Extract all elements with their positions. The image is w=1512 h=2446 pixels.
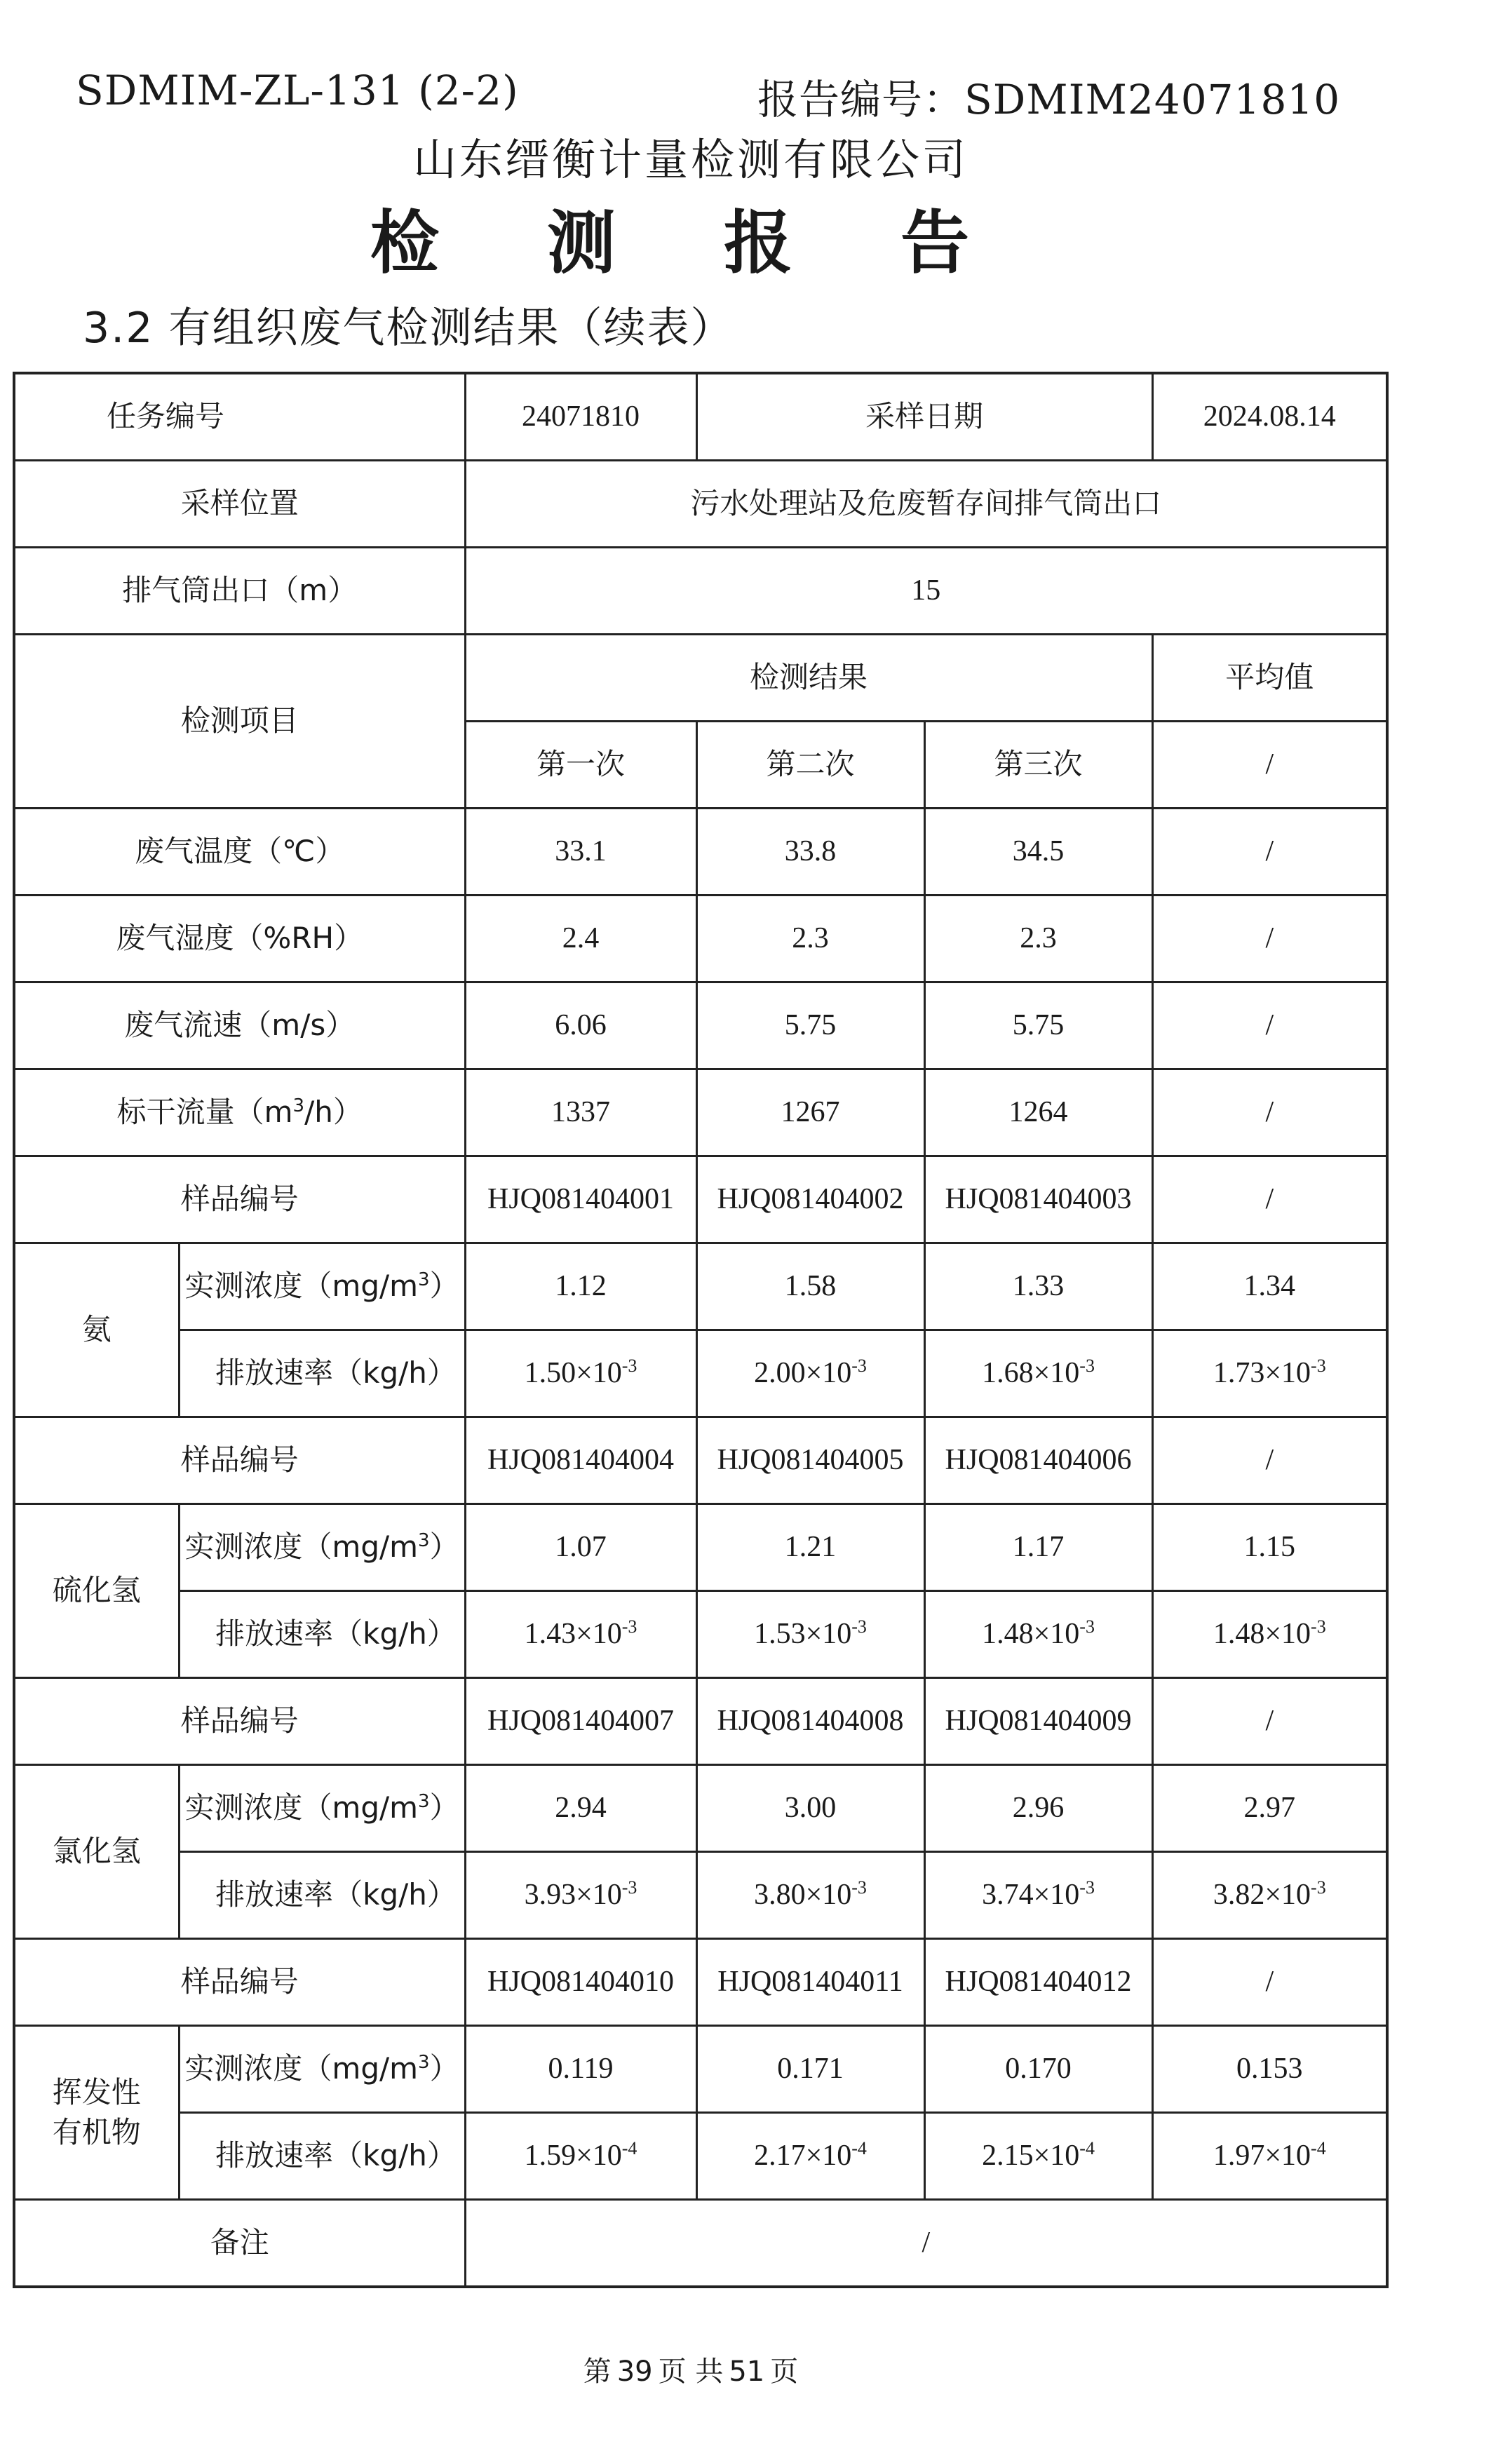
rate-label: 排放速率（kg/h） bbox=[179, 1591, 465, 1678]
param-value: 2.3 bbox=[924, 896, 1152, 982]
conc-value: 1.58 bbox=[696, 1243, 924, 1330]
param-row-flow bbox=[14, 1069, 1387, 1156]
rate-exponent: -3 bbox=[621, 1877, 637, 1898]
remark-row bbox=[14, 2200, 1387, 2288]
rate-label: 排放速率（kg/h） bbox=[179, 1330, 465, 1417]
conc-row bbox=[14, 1504, 1387, 1591]
sample-avg: / bbox=[1152, 1417, 1387, 1504]
rate-avg bbox=[1152, 2113, 1387, 2200]
rate-exponent: -4 bbox=[1311, 2138, 1326, 2159]
sample-no: HJQ081404003 bbox=[924, 1156, 1152, 1243]
avg-slash: / bbox=[1152, 722, 1387, 809]
rate-mantissa: 2.00×10 bbox=[754, 1357, 852, 1390]
task-no-value: 24071810 bbox=[465, 373, 696, 461]
param-label: 废气温度（℃） bbox=[14, 809, 465, 896]
param-label: 废气流速（m/s） bbox=[14, 982, 465, 1069]
outlet-label: 排气筒出口（m） bbox=[14, 548, 465, 635]
param-avg: / bbox=[1152, 896, 1387, 982]
header-row-1 bbox=[14, 635, 1387, 722]
conc-label-pre: 实测浓度（mg/m bbox=[184, 1529, 419, 1565]
conc-label-post: ） bbox=[429, 1269, 459, 1304]
run-2-label: 第二次 bbox=[696, 722, 924, 809]
sample-no: HJQ081404010 bbox=[465, 1939, 696, 2026]
rate-label: 排放速率（kg/h） bbox=[179, 2113, 465, 2200]
sample-no: HJQ081404012 bbox=[924, 1939, 1152, 2026]
param-value: 5.75 bbox=[924, 982, 1152, 1069]
flow-label-pre: 标干流量（m bbox=[116, 1095, 293, 1130]
rate-value bbox=[465, 1591, 696, 1678]
rate-mantissa: 3.74×10 bbox=[982, 1879, 1080, 1912]
conc-value: 0.171 bbox=[696, 2026, 924, 2113]
flow-label-post: /h） bbox=[304, 1095, 363, 1130]
outlet-value: 15 bbox=[465, 548, 1387, 635]
rate-exponent: -3 bbox=[1311, 1616, 1326, 1637]
footer-page: 39 bbox=[616, 2356, 653, 2388]
avg-label: 平均值 bbox=[1152, 635, 1387, 722]
param-value: 33.8 bbox=[696, 809, 924, 896]
rate-row bbox=[14, 1591, 1387, 1678]
pollutant-name: 氨 bbox=[14, 1243, 179, 1417]
conc-label-sup: 3 bbox=[418, 2052, 430, 2074]
pollutant-name: 硫化氢 bbox=[14, 1504, 179, 1678]
rate-mantissa: 3.82×10 bbox=[1213, 1879, 1311, 1912]
rate-exponent: -3 bbox=[621, 1616, 637, 1637]
conc-label-post: ） bbox=[429, 1529, 459, 1565]
conc-avg: 0.153 bbox=[1152, 2026, 1387, 2113]
rate-mantissa: 2.15×10 bbox=[982, 2140, 1080, 2173]
flow-avg: / bbox=[1152, 1069, 1387, 1156]
conc-label-post: ） bbox=[429, 1790, 459, 1825]
rate-mantissa: 3.93×10 bbox=[524, 1879, 622, 1912]
remark-value: / bbox=[465, 2200, 1387, 2288]
conc-value: 3.00 bbox=[696, 1765, 924, 1852]
location-value: 污水处理站及危废暂存间排气筒出口 bbox=[465, 461, 1387, 548]
param-value: 2.4 bbox=[465, 896, 696, 982]
sample-no-label: 样品编号 bbox=[14, 1417, 465, 1504]
rate-exponent: -4 bbox=[1079, 2138, 1095, 2159]
sample-no: HJQ081404001 bbox=[465, 1156, 696, 1243]
task-row bbox=[14, 373, 1387, 461]
rate-exponent: -3 bbox=[851, 1616, 867, 1637]
conc-value: 2.96 bbox=[924, 1765, 1152, 1852]
report-number-label: 报告编号： bbox=[757, 76, 965, 123]
param-row-temperature bbox=[14, 809, 1387, 896]
conc-label-sup: 3 bbox=[418, 1791, 430, 1813]
page-footer bbox=[0, 2349, 1382, 2389]
param-value: 6.06 bbox=[465, 982, 696, 1069]
conc-value: 2.94 bbox=[465, 1765, 696, 1852]
conc-row bbox=[14, 2026, 1387, 2113]
conc-label bbox=[179, 1243, 465, 1330]
conc-value: 1.21 bbox=[696, 1504, 924, 1591]
param-label: 废气湿度（%RH） bbox=[14, 896, 465, 982]
rate-value bbox=[924, 1330, 1152, 1417]
rate-row bbox=[14, 1330, 1387, 1417]
param-value: 33.1 bbox=[465, 809, 696, 896]
sample-row bbox=[14, 1678, 1387, 1765]
conc-label bbox=[179, 1765, 465, 1852]
sample-avg: / bbox=[1152, 1939, 1387, 2026]
rate-exponent: -3 bbox=[851, 1356, 867, 1377]
rate-row bbox=[14, 2113, 1387, 2200]
conc-label bbox=[179, 2026, 465, 2113]
sample-no: HJQ081404011 bbox=[696, 1939, 924, 2026]
conc-value: 1.17 bbox=[924, 1504, 1152, 1591]
rate-mantissa: 3.80×10 bbox=[754, 1879, 852, 1912]
rate-mantissa: 1.73×10 bbox=[1213, 1357, 1311, 1390]
rate-mantissa: 1.68×10 bbox=[982, 1357, 1080, 1390]
conc-value: 1.12 bbox=[465, 1243, 696, 1330]
result-label: 检测结果 bbox=[465, 635, 1152, 722]
task-no-label: 任务编号 bbox=[14, 373, 465, 461]
remark-label: 备注 bbox=[14, 2200, 465, 2288]
rate-avg bbox=[1152, 1852, 1387, 1939]
rate-exponent: -3 bbox=[1311, 1356, 1326, 1377]
sample-no: HJQ081404008 bbox=[696, 1678, 924, 1765]
rate-exponent: -3 bbox=[1079, 1356, 1095, 1377]
run-1-label: 第一次 bbox=[465, 722, 696, 809]
rate-mantissa: 1.59×10 bbox=[524, 2140, 622, 2173]
conc-value: 1.07 bbox=[465, 1504, 696, 1591]
conc-label-sup: 3 bbox=[418, 1530, 430, 1552]
rate-value bbox=[696, 1591, 924, 1678]
sampling-date-value: 2024.08.14 bbox=[1152, 373, 1387, 461]
flow-value: 1337 bbox=[465, 1069, 696, 1156]
rate-exponent: -3 bbox=[621, 1356, 637, 1377]
conc-label-pre: 实测浓度（mg/m bbox=[184, 1790, 419, 1825]
sample-avg: / bbox=[1152, 1156, 1387, 1243]
sample-row bbox=[14, 1156, 1387, 1243]
rate-mantissa: 1.53×10 bbox=[754, 1618, 852, 1651]
pollutant-name bbox=[14, 2026, 179, 2200]
flow-value: 1264 bbox=[924, 1069, 1152, 1156]
flow-label bbox=[14, 1069, 465, 1156]
sample-no: HJQ081404006 bbox=[924, 1417, 1152, 1504]
rate-mantissa: 1.97×10 bbox=[1213, 2140, 1311, 2173]
pollutant-name-line: 挥发性 bbox=[52, 2074, 141, 2109]
conc-label-post: ） bbox=[429, 2051, 459, 2086]
rate-exponent: -4 bbox=[851, 2138, 867, 2159]
param-avg: / bbox=[1152, 982, 1387, 1069]
report-number-value: SDMIM24071810 bbox=[964, 76, 1341, 123]
document-code: SDMIM-ZL-131 (2-2) bbox=[76, 67, 519, 114]
param-row-velocity bbox=[14, 982, 1387, 1069]
conc-row bbox=[14, 1765, 1387, 1852]
rate-exponent: -3 bbox=[1079, 1877, 1095, 1898]
rate-avg bbox=[1152, 1591, 1387, 1678]
pollutant-name-line: 有机物 bbox=[52, 2114, 141, 2149]
rate-value bbox=[924, 2113, 1152, 2200]
rate-label: 排放速率（kg/h） bbox=[179, 1852, 465, 1939]
conc-value: 1.33 bbox=[924, 1243, 1152, 1330]
run-3-label: 第三次 bbox=[924, 722, 1152, 809]
param-value: 5.75 bbox=[696, 982, 924, 1069]
param-row-humidity bbox=[14, 896, 1387, 982]
rate-exponent: -4 bbox=[621, 2138, 637, 2159]
rate-exponent: -3 bbox=[851, 1877, 867, 1898]
conc-label-pre: 实测浓度（mg/m bbox=[184, 2051, 419, 2086]
footer-mid: 页 共 bbox=[658, 2356, 724, 2388]
rate-exponent: -3 bbox=[1311, 1877, 1326, 1898]
conc-label-pre: 实测浓度（mg/m bbox=[184, 1269, 419, 1304]
rate-avg bbox=[1152, 1330, 1387, 1417]
sample-no: HJQ081404002 bbox=[696, 1156, 924, 1243]
rate-mantissa: 1.50×10 bbox=[524, 1357, 622, 1390]
param-value: 2.3 bbox=[696, 896, 924, 982]
sample-no-label: 样品编号 bbox=[14, 1939, 465, 2026]
sample-no: HJQ081404004 bbox=[465, 1417, 696, 1504]
location-row bbox=[14, 461, 1387, 548]
rate-mantissa: 1.48×10 bbox=[982, 1618, 1080, 1651]
flow-value: 1267 bbox=[696, 1069, 924, 1156]
rate-value bbox=[696, 1330, 924, 1417]
sample-no-label: 样品编号 bbox=[14, 1678, 465, 1765]
rate-value bbox=[696, 1852, 924, 1939]
flow-label-sup: 3 bbox=[292, 1095, 305, 1117]
conc-avg: 1.15 bbox=[1152, 1504, 1387, 1591]
rate-value bbox=[465, 1330, 696, 1417]
conc-avg: 2.97 bbox=[1152, 1765, 1387, 1852]
pollutant-name: 氯化氢 bbox=[14, 1765, 179, 1939]
rate-value bbox=[924, 1852, 1152, 1939]
rate-mantissa: 1.43×10 bbox=[524, 1618, 622, 1651]
sample-no: HJQ081404005 bbox=[696, 1417, 924, 1504]
sampling-date-label: 采样日期 bbox=[696, 373, 1152, 461]
footer-post: 页 bbox=[770, 2356, 799, 2388]
sample-row bbox=[14, 1939, 1387, 2026]
conc-label-sup: 3 bbox=[418, 1269, 430, 1291]
company-name: 山东缙衡计量检测有限公司 bbox=[412, 134, 968, 185]
report-number bbox=[757, 67, 1340, 126]
footer-pre: 第 bbox=[583, 2356, 612, 2388]
report-title: 检 测 报 告 bbox=[370, 203, 1012, 283]
param-value: 34.5 bbox=[924, 809, 1152, 896]
footer-total: 51 bbox=[729, 2356, 765, 2388]
conc-value: 0.119 bbox=[465, 2026, 696, 2113]
outlet-row bbox=[14, 548, 1387, 635]
conc-label bbox=[179, 1504, 465, 1591]
rate-value bbox=[465, 1852, 696, 1939]
conc-value: 0.170 bbox=[924, 2026, 1152, 2113]
results-table bbox=[13, 372, 1389, 2288]
rate-value bbox=[924, 1591, 1152, 1678]
conc-avg: 1.34 bbox=[1152, 1243, 1387, 1330]
rate-exponent: -3 bbox=[1079, 1616, 1095, 1637]
sample-no: HJQ081404007 bbox=[465, 1678, 696, 1765]
conc-row bbox=[14, 1243, 1387, 1330]
rate-value bbox=[465, 2113, 696, 2200]
rate-mantissa: 2.17×10 bbox=[754, 2140, 852, 2173]
sample-row bbox=[14, 1417, 1387, 1504]
rate-mantissa: 1.48×10 bbox=[1213, 1618, 1311, 1651]
rate-value bbox=[696, 2113, 924, 2200]
rate-row bbox=[14, 1852, 1387, 1939]
section-title: 3.2 有组织废气检测结果（续表） bbox=[83, 304, 734, 353]
sample-avg: / bbox=[1152, 1678, 1387, 1765]
sample-no-label: 样品编号 bbox=[14, 1156, 465, 1243]
param-avg: / bbox=[1152, 809, 1387, 896]
item-label: 检测项目 bbox=[14, 635, 465, 809]
location-label: 采样位置 bbox=[14, 461, 465, 548]
sample-no: HJQ081404009 bbox=[924, 1678, 1152, 1765]
